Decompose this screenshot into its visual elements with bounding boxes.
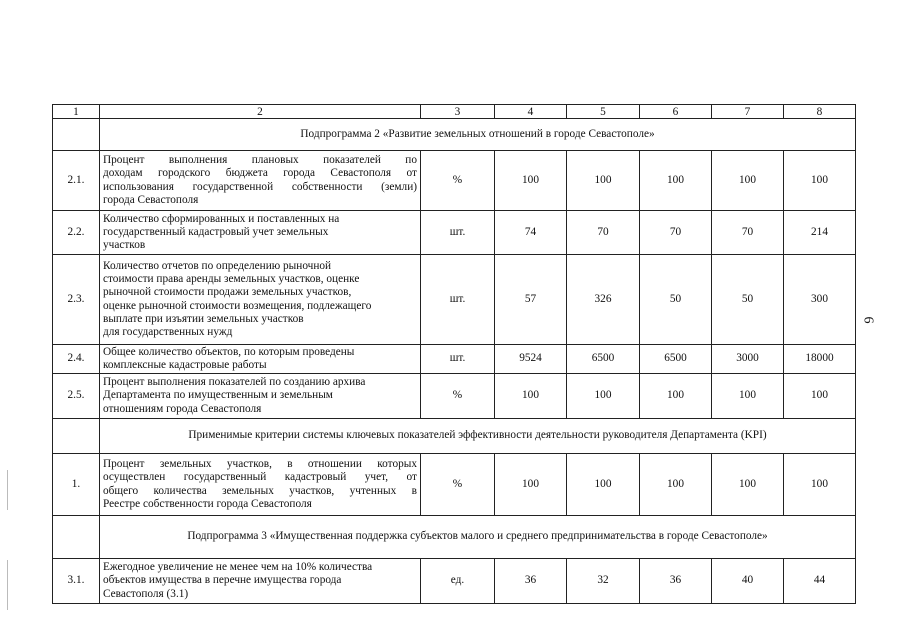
indicator-line: Процент выполнения показателей по созданию архива: [103, 376, 366, 389]
value-cell: 100: [567, 374, 640, 419]
value-cell: 100: [784, 374, 856, 419]
unit-cell: %: [421, 374, 495, 419]
value-cell: 100: [495, 151, 567, 211]
indicator-line: Реестре собственности города Севастополя: [103, 497, 312, 510]
value-cell: 100: [640, 454, 712, 516]
value-cell: 70: [567, 211, 640, 255]
indicator-line: отношениям города Севастополя: [103, 402, 262, 415]
indicator-line: Ежегодное увеличение не менее чем на 10% количества: [103, 561, 373, 574]
indicator-name: [100, 559, 421, 604]
section-row: [53, 119, 856, 151]
column-header: 5: [567, 105, 640, 119]
indicator-line: Севастополя (3.1): [103, 587, 189, 600]
table-row: [53, 151, 856, 211]
value-cell: 100: [640, 151, 712, 211]
value-cell: 57: [495, 255, 567, 345]
page-number: 6: [860, 316, 876, 324]
value-cell: 100: [784, 151, 856, 211]
table-row: [53, 559, 856, 604]
indicator-name: [100, 211, 421, 255]
indicator-line: для государственных нужд: [103, 325, 233, 338]
value-cell: 50: [640, 255, 712, 345]
value-cell: 100: [784, 454, 856, 516]
row-number: 2.1.: [53, 151, 100, 211]
unit-cell: %: [421, 454, 495, 516]
row-number: 2.3.: [53, 255, 100, 345]
row-number: 3.1.: [53, 559, 100, 604]
value-cell: 214: [784, 211, 856, 255]
indicator-line: объектов имущества в перечне имущества города: [103, 574, 342, 587]
indicator-name: [100, 151, 421, 211]
unit-cell: шт.: [421, 255, 495, 345]
value-cell: 18000: [784, 345, 856, 374]
value-cell: 40: [712, 559, 784, 604]
indicator-line: Департамента по имущественным и земельным: [103, 389, 333, 402]
value-cell: 100: [495, 374, 567, 419]
unit-cell: шт.: [421, 211, 495, 255]
unit-cell: ед.: [421, 559, 495, 604]
indicator-line: государственный кадастровый учет земельных: [103, 225, 329, 238]
column-header: 2: [100, 105, 421, 119]
column-header: 4: [495, 105, 567, 119]
value-cell: 32: [567, 559, 640, 604]
table-row: [53, 454, 856, 516]
column-header: 8: [784, 105, 856, 119]
indicator-line: Процент выполнения плановых показателей по: [103, 154, 417, 167]
indicator-name: [100, 255, 421, 345]
section-row: [53, 419, 856, 454]
indicator-name: [100, 454, 421, 516]
unit-cell: шт.: [421, 345, 495, 374]
value-cell: 74: [495, 211, 567, 255]
indicators-table: [52, 104, 856, 604]
value-cell: 100: [640, 374, 712, 419]
value-cell: 300: [784, 255, 856, 345]
table-row: [53, 374, 856, 419]
column-header: 1: [53, 105, 100, 119]
value-cell: 6500: [567, 345, 640, 374]
value-cell: 100: [567, 151, 640, 211]
column-header: 7: [712, 105, 784, 119]
scan-edge-mark: [7, 470, 8, 510]
value-cell: 100: [495, 454, 567, 516]
row-number: 1.: [53, 454, 100, 516]
row-number: 2.4.: [53, 345, 100, 374]
value-cell: 6500: [640, 345, 712, 374]
value-cell: 100: [712, 374, 784, 419]
indicator-name: [100, 374, 421, 419]
kpi-section-title: Применимые критерии системы ключевых показателей эффективности деятельности руководителя Департамента (KPI): [100, 419, 856, 454]
indicator-line: участков: [103, 239, 146, 252]
indicator-line: использования государственной собственности (земли): [103, 180, 417, 193]
indicator-line: общего количества земельных участков, учтенных в: [103, 484, 417, 497]
section-row: [53, 516, 856, 559]
value-cell: 100: [712, 151, 784, 211]
value-cell: 100: [712, 454, 784, 516]
value-cell: 3000: [712, 345, 784, 374]
value-cell: 36: [640, 559, 712, 604]
value-cell: 70: [640, 211, 712, 255]
value-cell: 50: [712, 255, 784, 345]
indicator-line: Общее количество объектов, по которым проведены: [103, 345, 355, 358]
row-number: 2.2.: [53, 211, 100, 255]
value-cell: 326: [567, 255, 640, 345]
indicator-line: Количество отчетов по определению рыночной: [103, 259, 332, 272]
value-cell: 36: [495, 559, 567, 604]
table-row: [53, 211, 856, 255]
indicator-line: оценке рыночной стоимости возмещения, подлежащего: [103, 299, 372, 312]
indicator-line: Процент земельных участков, в отношении которых: [103, 458, 417, 471]
indicator-line: доходам городского бюджета города Севастополя от: [103, 167, 417, 180]
table-row: [53, 255, 856, 345]
indicator-name: [100, 345, 421, 374]
row-number: 2.5.: [53, 374, 100, 419]
indicator-line: осуществлен государственный кадастровый учет, от: [103, 471, 417, 484]
indicator-line: Количество сформированных и поставленных на: [103, 212, 340, 225]
indicator-line: комплексные кадастровые работы: [103, 359, 267, 371]
table-row: [53, 345, 856, 374]
unit-cell: %: [421, 151, 495, 211]
scan-edge-mark: [7, 560, 8, 610]
column-header: 6: [640, 105, 712, 119]
column-header: 3: [421, 105, 495, 119]
value-cell: 100: [567, 454, 640, 516]
indicator-line: рыночной стоимости продажи земельных участков,: [103, 286, 352, 299]
subprogram-3-title: Подпрограмма 3 «Имущественная поддержка субъектов малого и среднего предпринимательства в городе Севастополе»: [100, 516, 856, 559]
indicator-line: города Севастополя: [103, 193, 199, 206]
column-number-row: [53, 105, 856, 119]
value-cell: 9524: [495, 345, 567, 374]
subprogram-2-title: Подпрограмма 2 «Развитие земельных отношений в городе Севастополе»: [100, 119, 856, 151]
value-cell: 44: [784, 559, 856, 604]
indicator-line: выплате при изъятии земельных участков: [103, 312, 304, 325]
value-cell: 70: [712, 211, 784, 255]
indicator-line: стоимости права аренды земельных участков, оценке: [103, 273, 360, 286]
